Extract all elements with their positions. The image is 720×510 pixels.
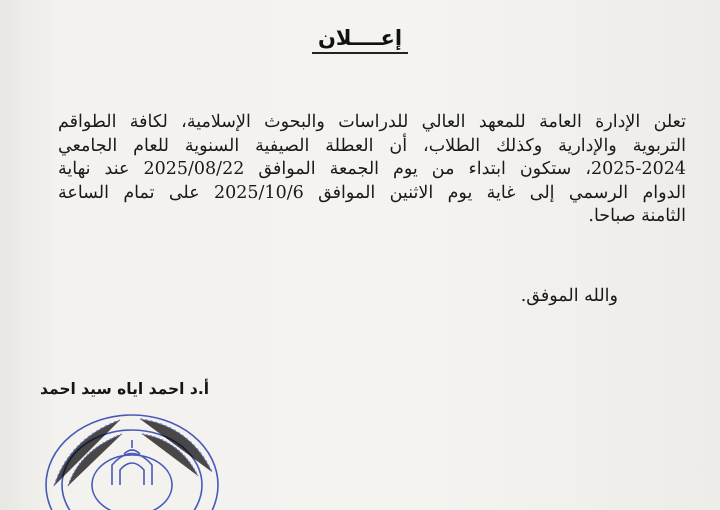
signature-name: أ.د احمد اياه سيد احمد: [40, 380, 210, 398]
body-line-5: الثامنة صباحا.: [588, 206, 686, 226]
official-stamp-icon: [40, 390, 230, 510]
announcement-body: [58, 111, 686, 229]
announcement-title: [0, 26, 720, 50]
body-line-4: الدوام الرسمي إلى غاية يوم الاثنين الموافق 2025/10/6 على تمام الساعة: [58, 182, 686, 203]
body-line-1: تعلن الإدارة العامة للمعهد العالي للدراسات والبحوث الإسلامية، لكافة الطواقم: [58, 112, 686, 132]
announcement-title-text: إعــــلان: [312, 26, 408, 54]
body-line-3: 2025-2024، ستكون ابتداء من يوم الجمعة الموافق 2025/08/22 عند نهاية: [58, 159, 686, 179]
body-line-2: التربوية والإدارية وكذلك الطلاب، أن العطلة الصيفية السنوية للعام الجامعي: [58, 135, 686, 156]
closing-text: والله الموفق.: [520, 286, 618, 306]
